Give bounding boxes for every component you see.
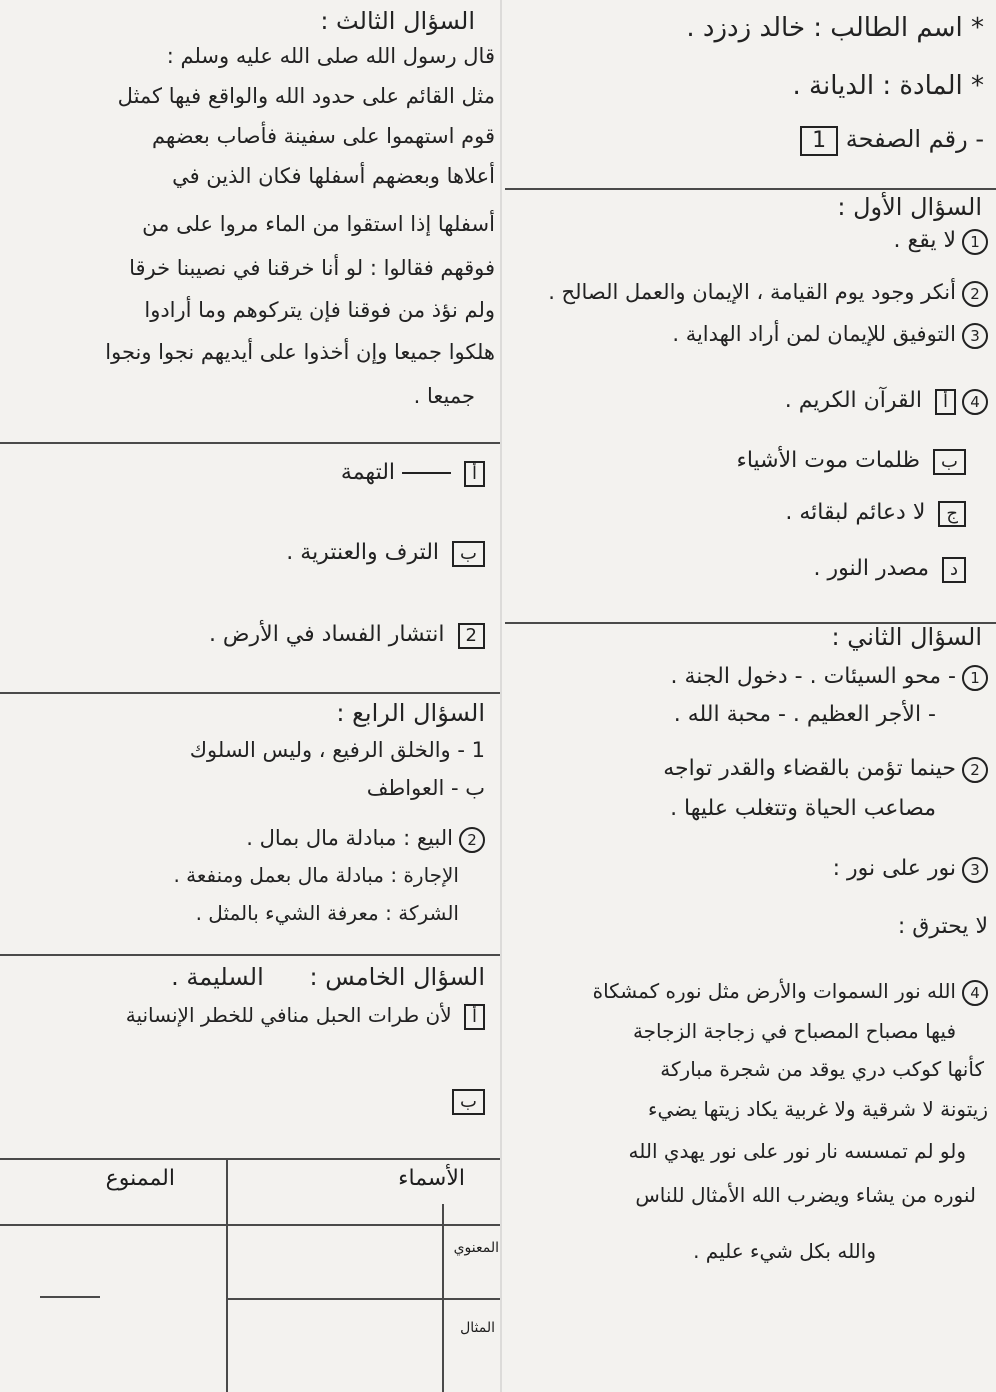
q5-title: السؤال الخامس : السليمة . bbox=[171, 963, 485, 991]
table-row-1-label: المعنوي bbox=[453, 1240, 499, 1256]
table-header-forbidden: الممنوع bbox=[105, 1166, 175, 1191]
q1-answer-2: 2أنكر وجود يوم القيامة ، الإيمان والعمل الصالح . bbox=[548, 280, 988, 307]
divider bbox=[505, 188, 996, 190]
page-number-line bbox=[794, 126, 984, 156]
q1-answer-c: ج لا دعائم لبقائه . bbox=[785, 500, 966, 527]
q2-answer-4-l5: ولو لم تمسسه نار نور على نور يهدي الله bbox=[628, 1139, 966, 1163]
q5-answer-a: أ لأن طرات الحبل منافي للخطر الإنسانية bbox=[126, 1004, 485, 1030]
q3-line-8: هلكوا جميعا وإن أخذوا على أيديهم نجوا ونجوا bbox=[105, 340, 495, 364]
q5-answer-b: ب bbox=[446, 1088, 485, 1115]
subject-line: * المادة : الديانة . bbox=[792, 71, 984, 101]
divider bbox=[0, 692, 500, 694]
page-number-label: - رقم الصفحة bbox=[845, 125, 984, 153]
q2-title: السؤال الثاني : bbox=[831, 623, 982, 651]
right-column bbox=[505, 0, 996, 1392]
q4-answer-b2: الإجارة : مبادلة مال بعمل ومنفعة . bbox=[173, 863, 459, 887]
student-name: * اسم الطالب : خالد زدزد . bbox=[686, 13, 984, 43]
table-mark bbox=[40, 1296, 100, 1298]
q4-answer-b3: الشركة : معرفة الشيء بالمثل . bbox=[195, 901, 459, 925]
q4-answer-a2: ب - العواطف bbox=[366, 776, 485, 800]
q4-title: السؤال الرابع : bbox=[336, 699, 485, 727]
divider bbox=[0, 442, 500, 444]
q4-answer-b1: 2البيع : مبادلة مال بمال . bbox=[246, 826, 485, 853]
divider bbox=[0, 954, 500, 956]
page-number-box: 1 bbox=[800, 126, 838, 156]
q3-title: السؤال الثالث : bbox=[320, 7, 475, 35]
q2-answer-3-b: لا يحترق : bbox=[897, 914, 988, 939]
q2-answer-4-l7: والله بكل شيء عليم . bbox=[693, 1239, 876, 1263]
q2-answer-1-b: - الأجر العظيم . - محبة الله . bbox=[673, 702, 936, 727]
q2-answer-4-l2: فيها مصباح المصباح في زجاجة الزجاجة bbox=[632, 1019, 956, 1043]
table-header-names: الأسماء bbox=[398, 1166, 465, 1191]
q3b-answer-b: ب الترف والعنترية . bbox=[286, 540, 485, 567]
table-header-border bbox=[0, 1224, 500, 1226]
q2-answer-4-l4: زيتونة لا شرقية ولا غربية يكاد زيتها يضيء bbox=[648, 1097, 988, 1121]
table-row-2-label: المثال bbox=[460, 1320, 495, 1336]
q3b-answer-c: 2 انتشار الفساد في الأرض . bbox=[209, 622, 485, 649]
q1-answer-3: 3التوفيق للإيمان لمن أراد الهداية . bbox=[672, 322, 988, 349]
q1-answer-1: 1لا يقع . bbox=[894, 228, 989, 255]
q1-answer-b: ب ظلمات موت الأشياء bbox=[736, 448, 966, 475]
q3-line-3: قوم استهموا على سفينة فأصاب بعضهم bbox=[152, 124, 495, 148]
q1-answer-4: 4أ القرآن الكريم . bbox=[785, 388, 988, 415]
q3-line-2: مثل القائم على حدود الله والواقع فيها كمثل bbox=[117, 84, 495, 108]
q4-answer-a1: 1 - والخلق الرفيع ، وليس السلوك bbox=[189, 738, 485, 762]
q3-line-7: ولم نؤذ من فوقنا فإن يتركوهم وما أرادوا bbox=[144, 298, 495, 322]
q3-line-9: جميعا . bbox=[413, 384, 475, 408]
q2-answer-4-l3: كأنها كوكب دري يوقد من شجرة مباركة bbox=[660, 1057, 984, 1081]
q3-line-5: أسفلها إذا استقوا من الماء مروا على من bbox=[142, 212, 495, 236]
q3-line-4: أعلاها وبعضهم أسفلها فكان الذين في bbox=[172, 164, 495, 188]
table-col-divider bbox=[226, 1158, 228, 1392]
q2-answer-2-b: مصاعب الحياة وتتغلب عليها . bbox=[670, 796, 936, 821]
table-row-border bbox=[228, 1298, 500, 1300]
q2-answer-4: 4الله نور السموات والأرض مثل نوره كمشكاة bbox=[593, 980, 988, 1006]
q2-answer-2: 2حينما تؤمن بالقضاء والقدر تواجه bbox=[663, 756, 988, 783]
q2-answer-3: 3نور على نور : bbox=[833, 856, 988, 883]
q2-answer-1: 1- محو السيئات . - دخول الجنة . bbox=[671, 664, 989, 691]
q1-answer-d: د مصدر النور . bbox=[814, 556, 966, 583]
q3-line-1: قال رسول الله صلى الله عليه وسلم : bbox=[166, 44, 495, 68]
q3b-answer-a: أ التهمة bbox=[341, 460, 485, 487]
q1-title: السؤال الأول : bbox=[837, 193, 982, 221]
q2-answer-4-l6: لنوره من يشاء ويضرب الله الأمثال للناس bbox=[635, 1183, 976, 1207]
q3-line-6: فوقهم فقالوا : لو أنا خرقنا في نصيبنا خرقا bbox=[129, 256, 495, 280]
table-top-border bbox=[0, 1158, 500, 1160]
